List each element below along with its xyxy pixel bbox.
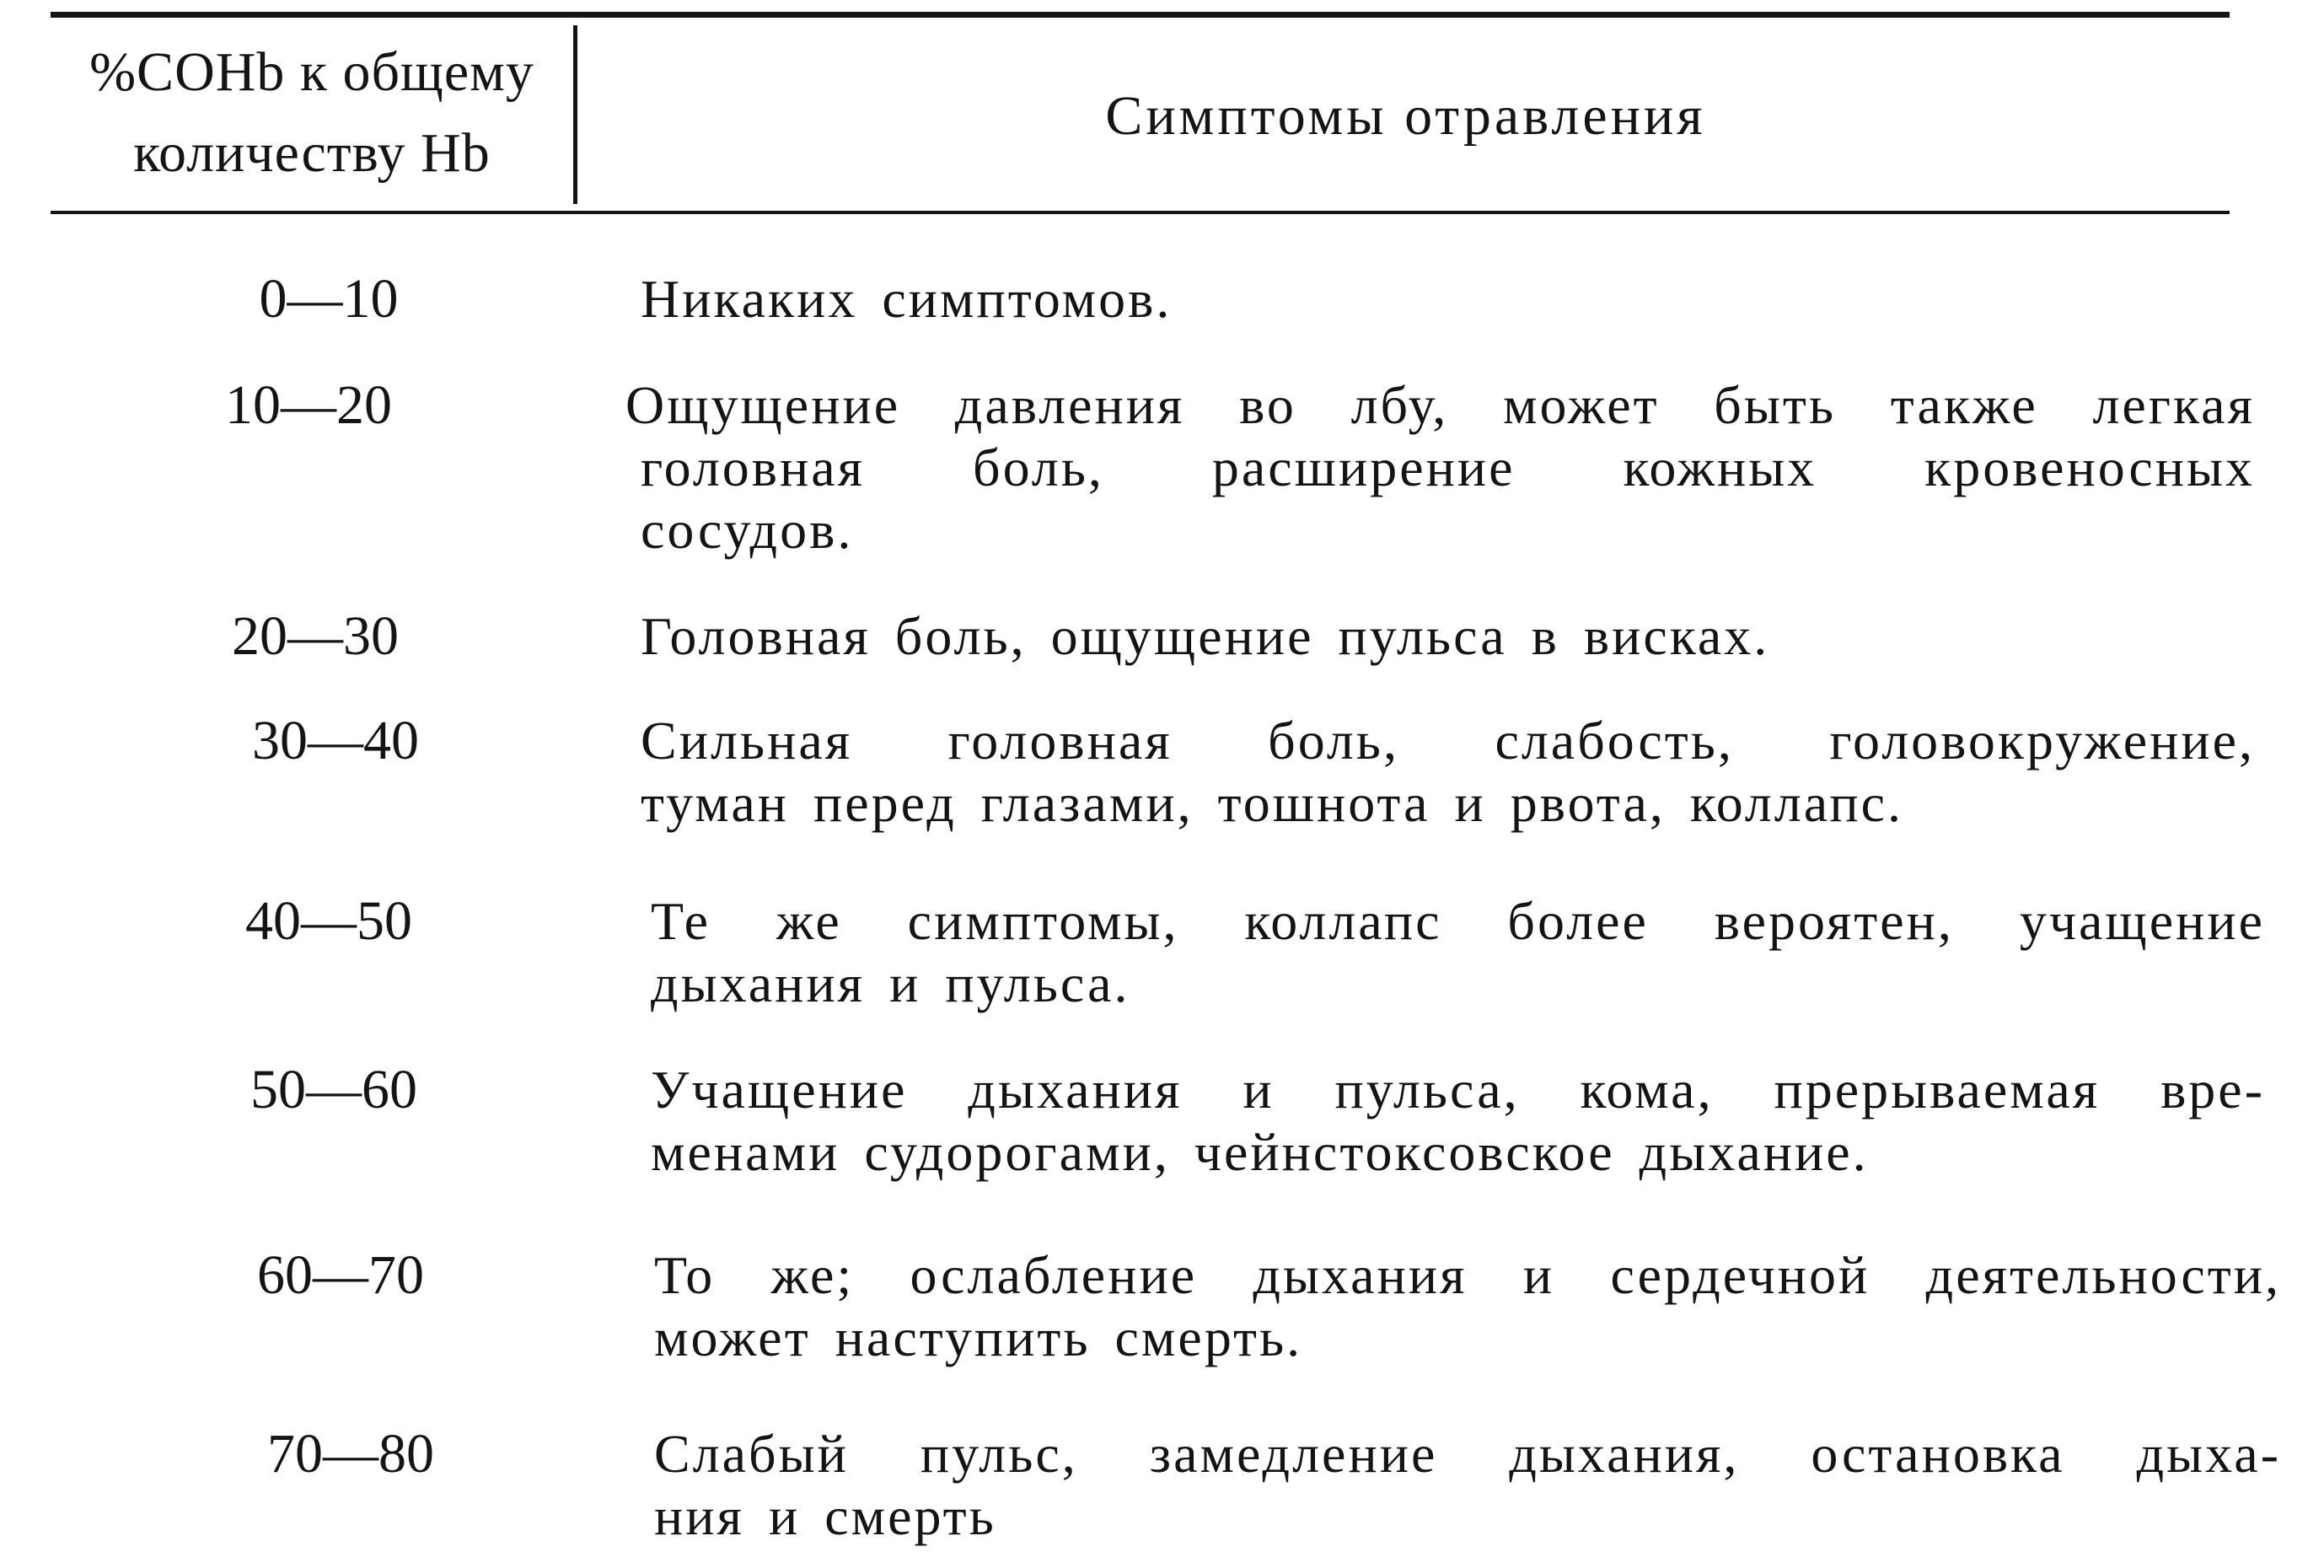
row-symptoms [651, 1059, 2265, 1184]
symptom-line: Никаких симптомов. [641, 269, 1173, 329]
row-range: 20—30 [232, 605, 399, 667]
symptom-line: может наступить смерть. [654, 1308, 1303, 1367]
symptom-line: туман перед глазами, тошнота и рвота, коллапс. [641, 773, 1903, 833]
row-symptoms [654, 1423, 2281, 1548]
header-cohb-line-1: %COHb к общему [89, 41, 534, 103]
symptom-line: дыхания и пульса. [651, 953, 1130, 1013]
header-symptoms: Симптомы отравления [1105, 85, 1706, 147]
row-symptoms [651, 890, 2265, 1015]
header-cohb-percentage [51, 32, 573, 194]
row-symptoms [641, 268, 2255, 330]
symptom-line: Головная боль, ощущение пульса в висках. [641, 606, 1770, 666]
row-range: 50—60 [250, 1059, 417, 1120]
symptom-line: Те же симптомы, коллапс более вероятен, учащение [651, 891, 2265, 951]
row-range: 0—10 [259, 268, 399, 330]
row-range: 40—50 [245, 890, 412, 952]
symptom-line: Ощущение давления во лбу, может быть также легкая [625, 375, 2255, 435]
symptom-line: Сильная головная боль, слабость, головокружение, [641, 711, 2255, 771]
table-top-rule [51, 12, 2230, 18]
symptom-line: Учащение дыхания и пульса, кома, прерываемая вре- [651, 1060, 2265, 1120]
symptom-line: ния и смерть [654, 1486, 996, 1546]
header-cohb-line-2: количеству Hb [133, 122, 491, 184]
row-range: 70—80 [267, 1423, 434, 1485]
symptom-line: головная боль, расширение кожных кровеносных [641, 438, 2255, 497]
header-column-divider [573, 25, 577, 204]
row-symptoms [625, 374, 2255, 561]
symptom-line: сосудов. [641, 500, 854, 560]
row-symptoms [641, 605, 2255, 668]
header-bottom-rule [51, 211, 2230, 214]
row-symptoms [654, 1244, 2281, 1369]
row-range: 60—70 [257, 1244, 424, 1306]
row-range: 10—20 [225, 374, 392, 436]
row-range: 30—40 [252, 710, 419, 771]
symptom-line: менами судорогами, чейнстоксовское дыхание. [651, 1122, 1869, 1182]
symptom-line: То же; ослабление дыхания и сердечной деятельности, [654, 1245, 2281, 1305]
symptom-line: Слабый пульс, замедление дыхания, остановка дыха- [654, 1424, 2281, 1484]
row-symptoms [641, 710, 2255, 835]
